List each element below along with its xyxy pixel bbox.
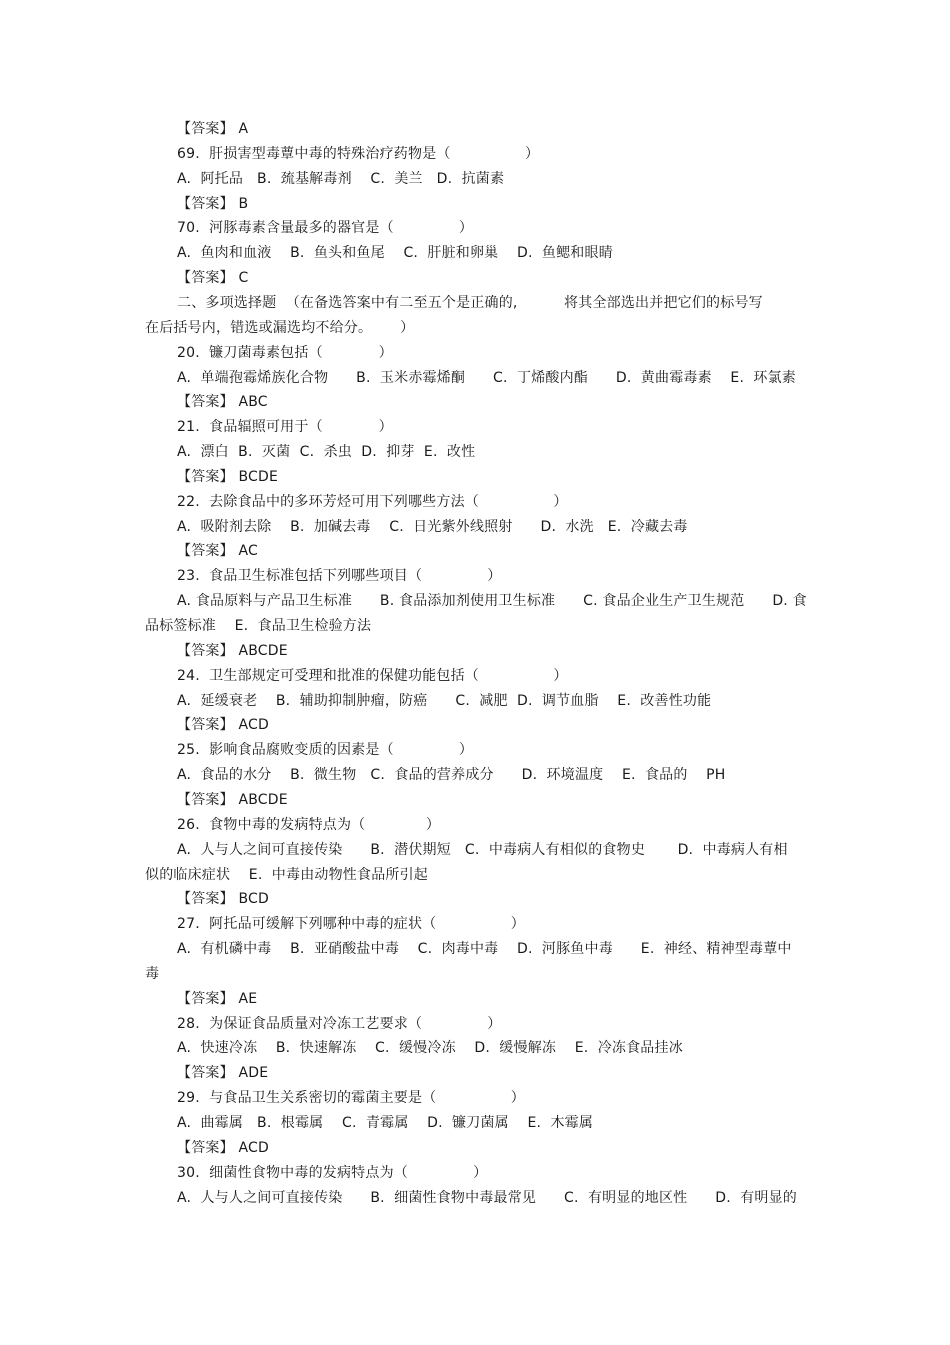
text-line: 26. 食物中毒的发病特点为（ ） [177, 816, 441, 833]
text-line: A. 有机磷中毒 B. 亚硝酸盐中毒 C. 肉毒中毒 D. 河豚鱼中毒 E. 神经、精神型毒蕈中 [177, 941, 792, 958]
text-line: 【答案】 C [177, 270, 249, 287]
text-line: 【答案】 ABCDE [177, 791, 288, 808]
text-line: 21. 食品辐照可用于（ ） [177, 419, 393, 436]
text-line: 【答案】 A [177, 121, 249, 137]
text-line: A. 食品原料与产品卫生标准 B. 食品添加剂使用卫生标准 C. 食品企业生产卫生规范 D. 食 [177, 593, 807, 610]
text-line: 24. 卫生部规定可受理和批准的保健功能包括（ ） [177, 667, 568, 684]
text-line: A. 人与人之间可直接传染 B. 潜伏期短 C. 中毒病人有相似的食物史 D. 中毒病人有相 [177, 841, 788, 858]
text-line: 29. 与食品卫生关系密切的霉菌主要是（ ） [177, 1090, 525, 1107]
text-line: 品标签标准 E. 食品卫生检验方法 [145, 618, 372, 634]
text-line: A. 曲霉属 B. 根霉属 C. 青霉属 D. 镰刀菌属 E. 木霉属 [177, 1115, 594, 1131]
text-line: 在后括号内，错选或漏选均不给分。 ） [145, 319, 415, 336]
text-line: 【答案】 ADE [177, 1065, 269, 1082]
text-line: A. 吸附剂去除 B. 加碱去毒 C. 日光紫外线照射 D. 水洗 E. 冷藏去毒 [177, 518, 688, 535]
text-line: 30. 细菌性食物中毒的发病特点为（ ） [177, 1164, 488, 1181]
text-line: 【答案】 ABCDE [177, 642, 288, 659]
text-line: 23. 食品卫生标准包括下列哪些项目（ ） [177, 568, 502, 585]
text-line: 70. 河豚毒素含量最多的器官是（ ） [177, 220, 474, 237]
text-line: 二、多项选择题 （在备选答案中有二至五个是正确的, 将其全部选出并把它们的标号写 [177, 294, 763, 311]
text-line: A. 阿托品 B. 巯基解毒剂 C. 美兰 D. 抗菌素 [177, 170, 505, 187]
text-line: 【答案】 ACD [177, 1139, 269, 1156]
text-line: 27. 阿托品可缓解下列哪种中毒的症状（ ） [177, 916, 525, 933]
text-line: 【答案】 ABC [177, 394, 268, 411]
text-line: 22. 去除食品中的多环芳烃可用下列哪些方法（ ） [177, 493, 568, 510]
text-line: A. 单端孢霉烯族化合物 B. 玉米赤霉烯酮 C. 丁烯酸内酯 D. 黄曲霉毒素 E. 环氯素 [177, 369, 796, 386]
text-line: 【答案】 BCD [177, 891, 269, 908]
text-line: 20. 镰刀菌毒素包括（ ） [177, 344, 393, 361]
text-line: 25. 影响食品腐败变质的因素是（ ） [177, 742, 474, 759]
text-line: A. 快速冷冻 B. 快速解冻 C. 缓慢冷冻 D. 缓慢解冻 E. 冷冻食品挂冰 [177, 1040, 683, 1057]
text-line: 似的临床症状 E. 中毒由动物性食品所引起 [145, 866, 428, 883]
text-line: A. 鱼肉和血液 B. 鱼头和鱼尾 C. 肝脏和卵巢 D. 鱼鳃和眼睛 [177, 245, 613, 262]
text-line: A. 延缓衰老 B. 辅助抑制肿瘤，防癌 C. 减肥 D. 调节血脂 E. 改善性功能 [177, 692, 712, 709]
text-line: 【答案】 AC [177, 543, 258, 560]
text-line: 毒 [145, 965, 160, 982]
text-line: 69. 肝损害型毒蕈中毒的特殊治疗药物是（ ） [177, 145, 540, 162]
text-line: A. 食品的水分 B. 微生物 C. 食品的营养成分 D. 环境温度 E. 食品的 PH [177, 767, 726, 784]
text-line: 【答案】 AE [177, 990, 258, 1007]
text-line: 【答案】 BCDE [177, 468, 279, 485]
text-line: 【答案】 ACD [177, 717, 269, 734]
text-line: A. 漂白 B. 灭菌 C. 杀虫 D. 抑芽 E. 改性 [177, 444, 476, 461]
text-line: 28. 为保证食品质量对冷冻工艺要求（ ） [177, 1015, 502, 1032]
text-line: 【答案】 B [177, 195, 249, 212]
text-line: A. 人与人之间可直接传染 B. 细菌性食物中毒最常见 C. 有明显的地区性 D. 有明显的 [177, 1189, 797, 1206]
